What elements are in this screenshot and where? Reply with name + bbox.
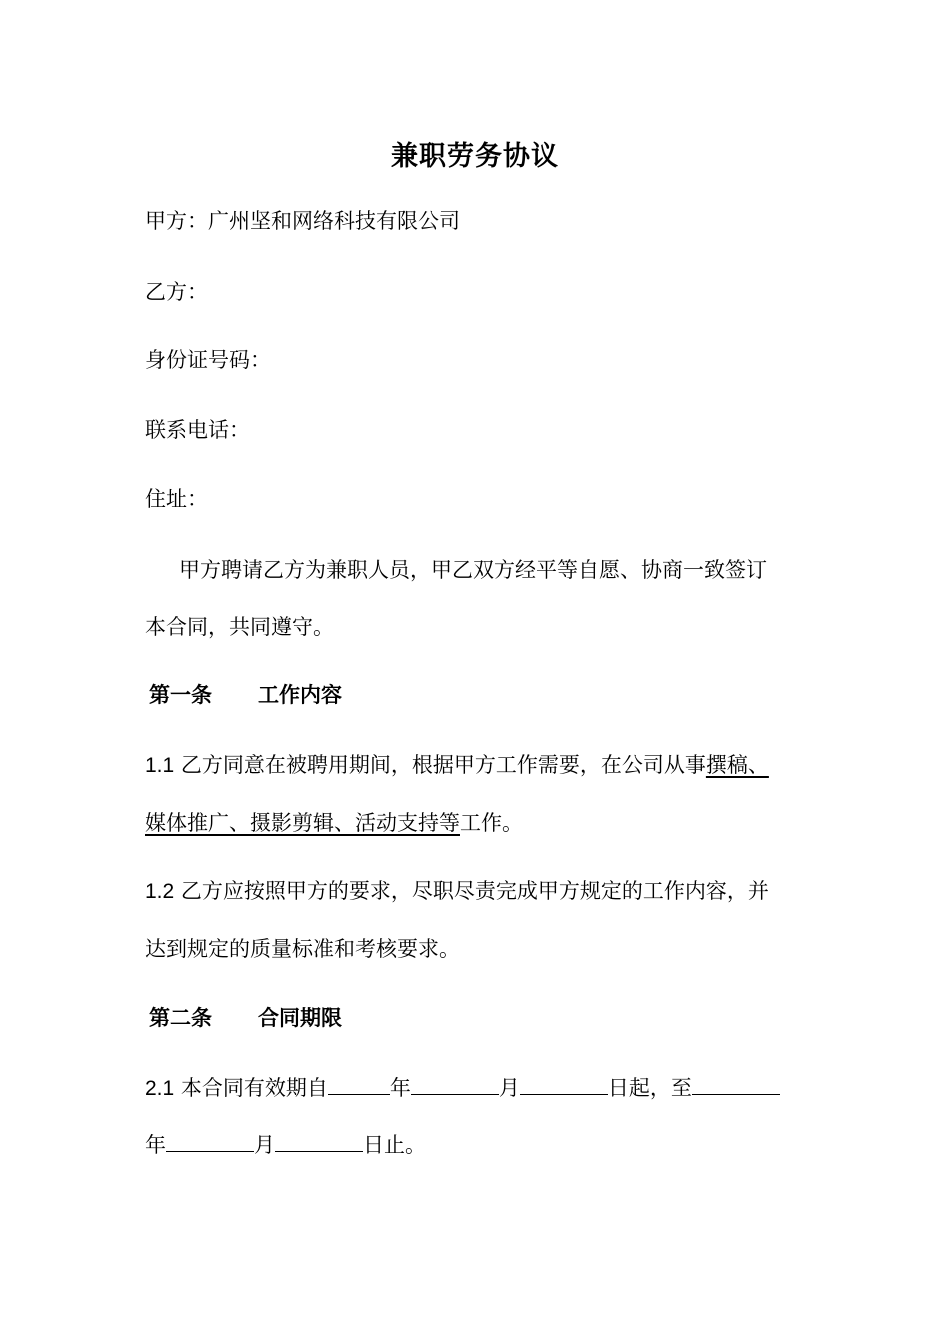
document-title: 兼职劳务协议 <box>391 141 559 172</box>
clause-1-2-line-1 <box>145 876 815 907</box>
clause-1-1-text-end: 工作。 <box>460 811 523 835</box>
day-from-label: 日起，至 <box>607 1076 692 1100</box>
id-number-line: 身份证号码： <box>145 348 271 372</box>
intro-paragraph-line-2: 本合同，共同遵守。 <box>145 615 334 639</box>
start-month-blank[interactable] <box>411 1076 499 1095</box>
start-day-blank[interactable] <box>520 1076 608 1095</box>
clause-1-1-duties-b: 媒体推广、摄影剪辑、活动支持等 <box>145 811 460 835</box>
intro-paragraph-line-1: 甲方聘请乙方为兼职人员，甲乙双方经平等自愿、协商一致签订 <box>179 558 767 582</box>
clause-1-2-number: 1.2 <box>145 880 175 903</box>
clause-2-1-number: 2.1 <box>145 1077 175 1100</box>
clause-2-1-text: 本合同有效期自 <box>174 1076 328 1100</box>
clause-1-1-line-2 <box>145 808 815 838</box>
clause-1-1-text: 乙方同意在被聘用期间，根据甲方工作需要，在公司从事 <box>174 753 706 777</box>
end-year-blank[interactable] <box>692 1076 780 1095</box>
address-line: 住址： <box>145 487 208 511</box>
end-month-label: 月 <box>254 1133 275 1157</box>
month-label: 月 <box>498 1076 520 1100</box>
clause-1-2-text: 乙方应按照甲方的要求，尽职尽责完成甲方规定的工作内容，并 <box>174 879 769 903</box>
year-label: 年 <box>389 1076 411 1100</box>
end-day-blank[interactable] <box>275 1133 363 1152</box>
clause-1-1-number: 1.1 <box>145 754 175 777</box>
party-a-line: 甲方：广州坚和网络科技有限公司 <box>145 209 460 233</box>
clause-2-1-line-2 <box>145 1130 815 1160</box>
end-year-label: 年 <box>145 1133 166 1157</box>
end-month-blank[interactable] <box>166 1133 254 1152</box>
article-2-number: 第二条 <box>149 1006 212 1030</box>
clause-1-2-line-2: 达到规定的质量标准和考核要求。 <box>145 937 460 961</box>
article-2-heading <box>149 1003 819 1033</box>
clause-2-1-line-1 <box>145 1073 815 1104</box>
phone-line: 联系电话： <box>145 418 250 442</box>
day-to-label: 日止。 <box>363 1133 426 1157</box>
article-2-title: 合同期限 <box>258 1006 342 1030</box>
article-1-title: 工作内容 <box>258 683 342 707</box>
clause-1-1-line-1 <box>145 750 815 781</box>
article-1-heading <box>149 680 819 710</box>
clause-1-1-duties-a: 撰稿、 <box>705 753 769 777</box>
party-b-line: 乙方： <box>145 280 208 304</box>
article-1-number: 第一条 <box>149 683 212 707</box>
start-year-blank[interactable] <box>328 1076 390 1095</box>
